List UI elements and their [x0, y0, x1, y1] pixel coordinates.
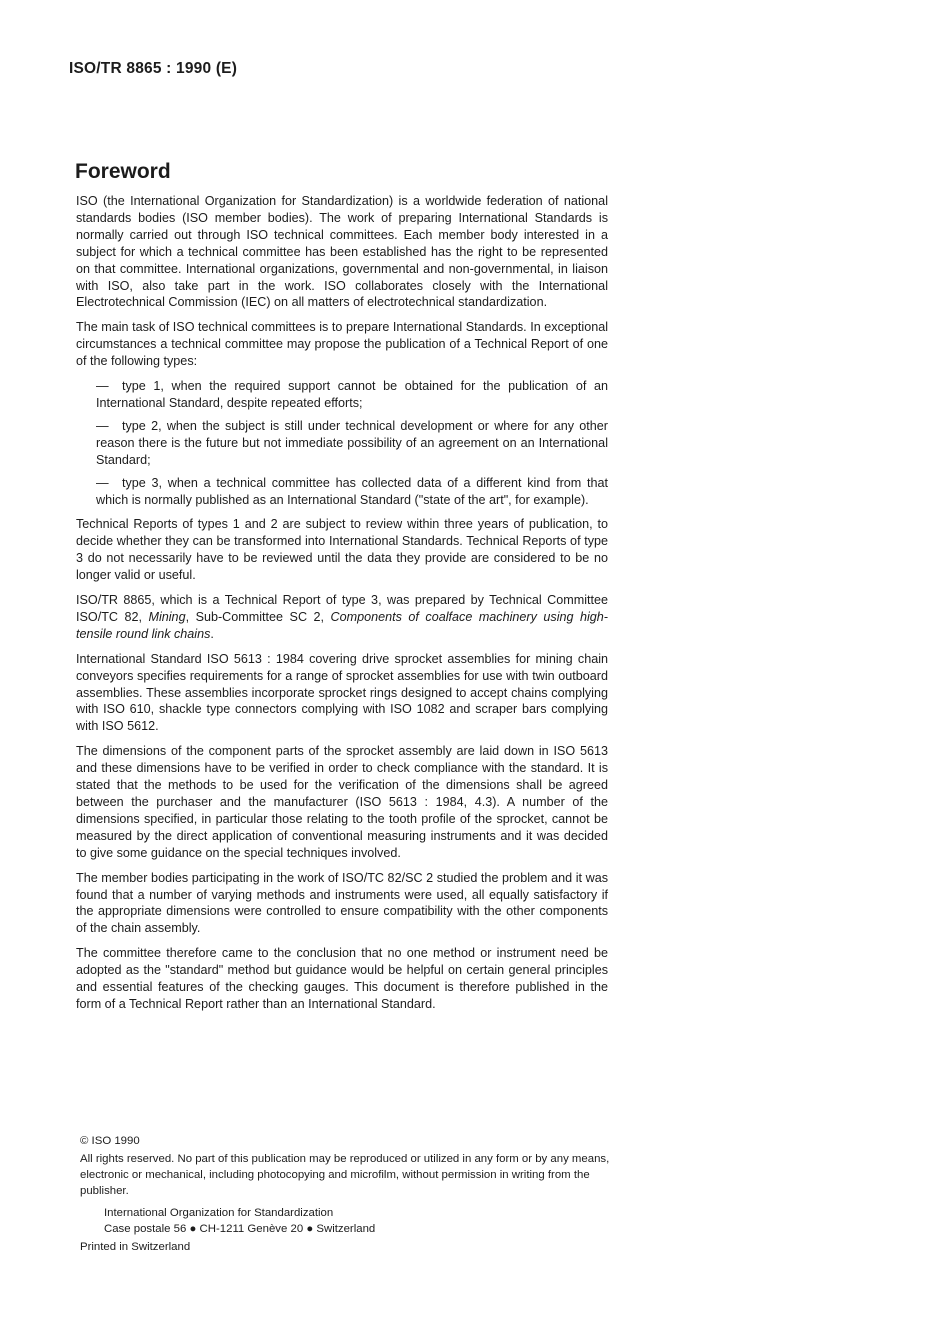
copyright-notice: © ISO 1990 [80, 1135, 140, 1147]
paragraph-dimensions: The dimensions of the component parts of the sprocket assembly are laid down in ISO 5613 and these dimensions have to be verified in order to check compliance with the standard. It is stated that the methods to be used for the verification of the dimensions shall be agreed between the purchaser and the manufacturer (ISO 5613 : 1984, 4.3). A number of the dimensions specified, in particular those relating to the tooth profile of the sprocket, cannot be measured by the direct application of conventional measuring instruments and it was decided to give some guidance on the special techniques involved. [76, 744, 608, 860]
dash-bullet: — [96, 475, 109, 490]
paragraph-preparation [76, 592, 608, 643]
list-item-text: type 3, when a technical committee has collected data of a different kind from that which is normally published as an International Standard ("state of the art", for example). [96, 475, 608, 507]
paragraph-review: Technical Reports of types 1 and 2 are subject to review within three years of publication, to decide whether they can be transformed into International Standards. Technical Reports of type 3 do not necessarily have to be reviewed until the data they provide are considered to be no longer valid or useful. [76, 517, 608, 583]
list-item-text: type 1, when the required support cannot be obtained for the publication of an International Standard, despite repeated efforts; [96, 379, 608, 410]
page-title: Foreword [75, 160, 171, 183]
paragraph-member-bodies: The member bodies participating in the work of ISO/TC 82/SC 2 studied the problem and it was found that a number of varying methods and instruments were used, all equally satisfactory if the appropriate dimensions were controlled to ensure compatibility with the other components of the chain assembly. [76, 870, 608, 936]
org-address: Case postale 56 ● CH-1211 Genève 20 ● Switzerland [104, 1223, 376, 1235]
paragraph-conclusion: The committee therefore came to the conclusion that no one method or instrument need be adopted as the "standard" method but guidance would be helpful on certain general principles and essential features of the checking gauges. This document is therefore published in the form of a Technical Report rather than an International Standard. [76, 946, 608, 1011]
paragraph-main-task: The main task of ISO technical committees is to prepare International Standards. In exceptional circumstances a technical committee may propose the publication of a Technical Report of one of the following types: [76, 320, 608, 369]
paragraph-iso-intro: ISO (the International Organization for Standardization) is a worldwide federation of national standards bodies (ISO member bodies). The work of preparing International Standards is normally carried out through ISO technical committees. Each member body interested in a subject for which a technical committee has been established has the right to be represented on that committee. International organizations, governmental and non-governmental, in liaison with ISO, also take part in the work. ISO collaborates closely with the International Electrotechnical Commission (IEC) on all matters of electrotechnical standardization. [76, 194, 608, 310]
org-name: International Organization for Standardization [104, 1207, 334, 1219]
list-item-text: type 2, when the subject is still under technical development or where for any other reason there is the future but not immediate possibility of an agreement on an International Standard; [96, 418, 608, 467]
list-item [96, 418, 608, 469]
preparation-end: . [210, 626, 214, 641]
document-code-header: ISO/TR 8865 : 1990 (E) [69, 60, 238, 77]
subcommittee-title: Components of coalface machinery using high-tensile round link chains [76, 609, 608, 641]
preparation-text-cont: , Sub-Committee SC 2, [185, 609, 331, 624]
dash-bullet: — [96, 418, 109, 433]
list-item [96, 475, 608, 509]
report-types-list [76, 378, 608, 508]
foreword-body [76, 193, 608, 1021]
dash-bullet: — [96, 379, 109, 394]
rights-statement: All rights reserved. No part of this publication may be reproduced or utilized in any form or by any means, electronic or mechanical, including photocopying and microfilm, without permission in writing from the publisher. [80, 1153, 610, 1197]
list-item [96, 378, 608, 412]
printed-in: Printed in Switzerland [80, 1241, 191, 1253]
paragraph-iso-5613: International Standard ISO 5613 : 1984 covering drive sprocket assemblies for mining chain conveyors specifies requirements for a range of sprocket assemblies for use with twin outboard assemblies. These assemblies incorporate sprocket rings designed to accept chains complying with ISO 610, shackle type connectors complying with ISO 1082 and scraper bars complying with ISO 5612. [76, 651, 608, 734]
committee-title: Mining [148, 609, 186, 624]
preparation-text: ISO/TR 8865, which is a Technical Report of type 3, was prepared by Technical Committee ISO/TC 82, [76, 593, 608, 624]
copyright-footer [80, 1133, 612, 1255]
